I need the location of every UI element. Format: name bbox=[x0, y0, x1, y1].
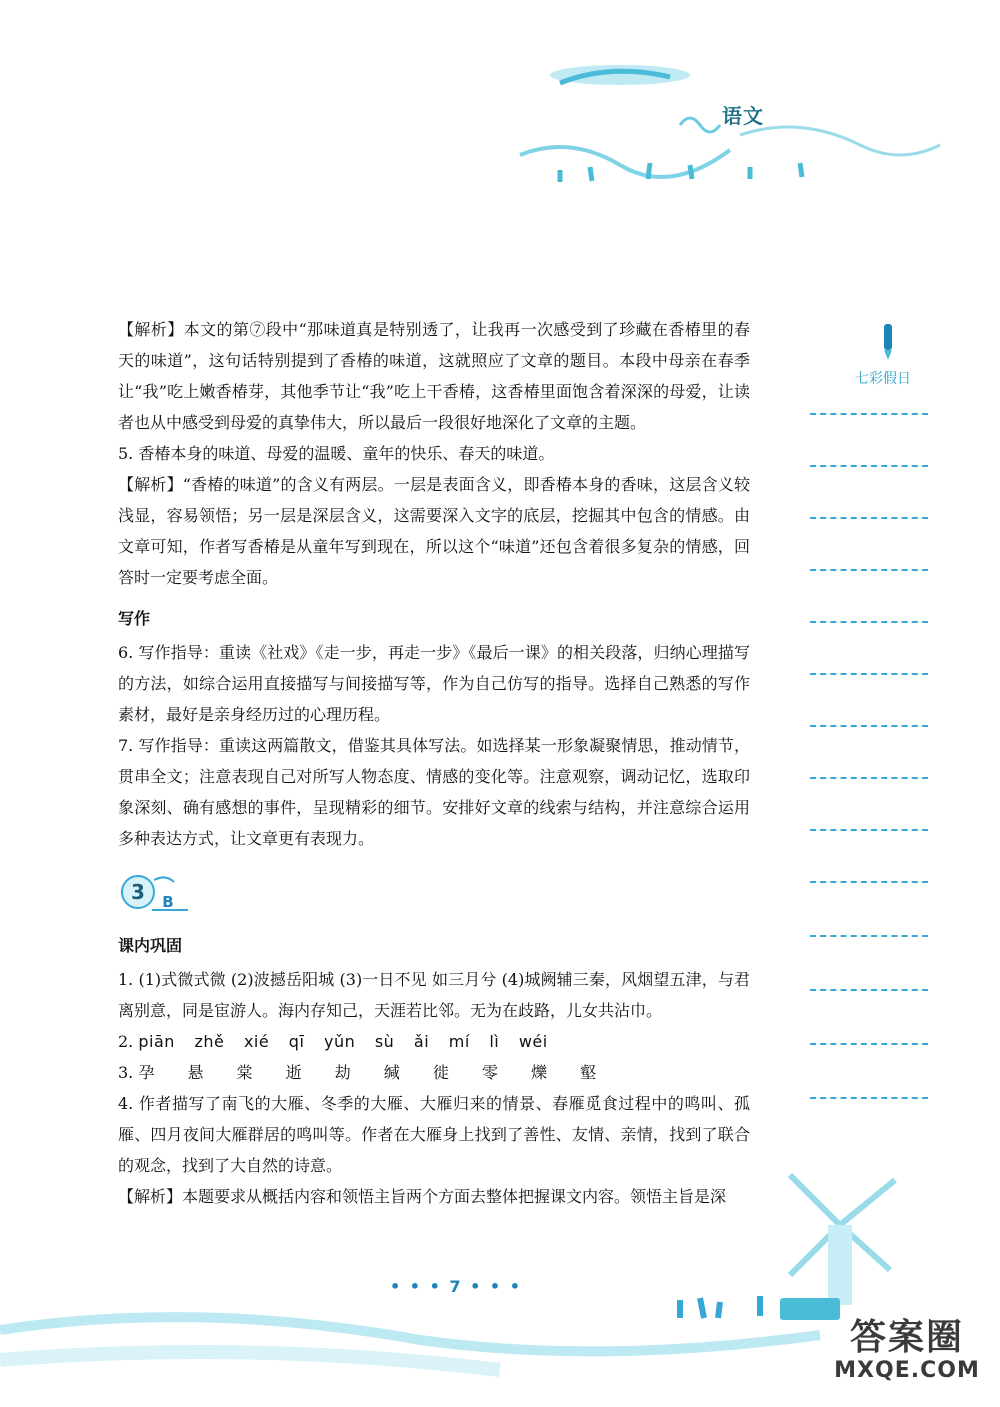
note-line bbox=[810, 777, 928, 779]
watermark bbox=[822, 1318, 992, 1384]
subject-title: 语文 bbox=[722, 104, 764, 128]
answer-item-3 bbox=[118, 1057, 750, 1088]
note-line bbox=[810, 829, 928, 831]
answer-item-6: 6. 写作指导：重读《社戏》《走一步，再走一步》《最后一课》的相关段落，归纳心理描写的方法，如综合运用直接描写与间接描写等，作为自己仿写的指导。选择自己熟悉的写作素材，最好是亲身经历过的心理历程。 bbox=[118, 643, 750, 724]
character-answers: 孕 悬 棠 逝 劫 缄 徙 零 爍 壑 bbox=[138, 1063, 611, 1082]
note-line bbox=[810, 1043, 928, 1045]
answer-item-1: 1. (1)式微式微 (2)波撼岳阳城 (3)一日不见 如三月兮 (4)城阙辅三秦，风烟望五津，与君离别意，同是宦游人。海内存知己，天涯若比邻。无为在歧路，儿女共沾巾。 bbox=[118, 970, 750, 1020]
sidebar-brand bbox=[848, 322, 928, 366]
note-line bbox=[810, 935, 928, 937]
section-heading-consolidate: 课内巩固 bbox=[118, 936, 183, 955]
pinyin-answers: piān zhě xié qī yǔn sù ǎi mí lì wéi bbox=[138, 1032, 548, 1051]
item-number: 3. bbox=[118, 1063, 134, 1082]
section-letter: B bbox=[162, 893, 174, 911]
answer-item-2 bbox=[118, 1026, 750, 1057]
note-line bbox=[810, 1097, 928, 1099]
answer-content bbox=[118, 314, 750, 1212]
swirl-stroke bbox=[680, 118, 720, 132]
grass-strokes bbox=[560, 163, 802, 182]
section-number: 3 bbox=[131, 880, 145, 904]
header-decoration bbox=[500, 55, 970, 215]
answer-item-7: 7. 写作指导：重读这两篇散文，借鉴其具体写法。如选择某一形象凝聚情思，推动情节，贯串全文；注意表现自己对所写人物态度、情感的变化等。注意观察，调动记忆，选取印象深刻、确有感想的事件，呈现精彩的细节。安排好文章的线索与结构，并注意综合运用多种表达方式，让文章更有表现力。 bbox=[118, 736, 750, 848]
note-line bbox=[810, 673, 928, 675]
note-line bbox=[810, 517, 928, 519]
wave-stroke bbox=[740, 127, 940, 155]
analysis-paragraph: 【解析】本题要求从概括内容和领悟主旨两个方面去整体把握课文内容。领悟主旨是深 bbox=[118, 1187, 727, 1206]
note-line bbox=[810, 413, 928, 415]
pencil-icon bbox=[874, 322, 902, 362]
answer-item-5: 5. 香椿本身的味道、母爱的温暖、童年的快乐、春天的味道。 bbox=[118, 444, 555, 463]
section-badge bbox=[118, 868, 750, 920]
note-line bbox=[810, 621, 928, 623]
note-line bbox=[810, 881, 928, 883]
watermark-logo-text: 答案圈 bbox=[849, 1317, 964, 1358]
brush-stroke bbox=[520, 147, 730, 177]
note-line bbox=[810, 725, 928, 727]
page-number: • • • 7 • • • bbox=[390, 1277, 522, 1296]
item-number: 2. bbox=[118, 1032, 134, 1051]
note-line bbox=[810, 569, 928, 571]
section-heading-writing: 写作 bbox=[118, 609, 151, 628]
answer-item-4: 4. 作者描写了南飞的大雁、冬季的大雁、大雁归来的情景、春雁觅食过程中的鸣叫、孤雁、四月夜间大雁群居的鸣叫等。作者在大雁身上找到了善性、友情、亲情，找到了联合的观念，找到了大自然的诗意。 bbox=[118, 1094, 750, 1175]
note-line bbox=[810, 465, 928, 467]
note-line bbox=[810, 989, 928, 991]
analysis-paragraph: 【解析】“香椿的味道”的含义有两层。一层是表面含义，即香椿本身的香味，这层含义较浅显，容易领悟；另一层是深层含义，这需要深入文字的底层，挖掘其中包含的情感。由文章可知，作者写香椿是从童年写到现在，所以这个“味道”还包含着很多复杂的情感，回答时一定要考虑全面。 bbox=[118, 475, 750, 587]
analysis-paragraph: 【解析】本文的第⑦段中“那味道真是特别透了，让我再一次感受到了珍藏在香椿里的春天的味道”，这句话特别提到了香椿的味道，这就照应了文章的题目。本段中母亲在春季让“我”吃上嫩香椿芽，其他季节让“我”吃上干香椿，这香椿里面饱含着深深的母爱，让读者也从中感受到母爱的真挚伟大，所以最后一段很好地深化了文章的主题。 bbox=[118, 320, 750, 432]
watermark-url: MXQE.COM bbox=[834, 1358, 980, 1383]
sidebar-label: 七彩假日 bbox=[855, 371, 911, 387]
section-badge-icon bbox=[118, 868, 198, 918]
